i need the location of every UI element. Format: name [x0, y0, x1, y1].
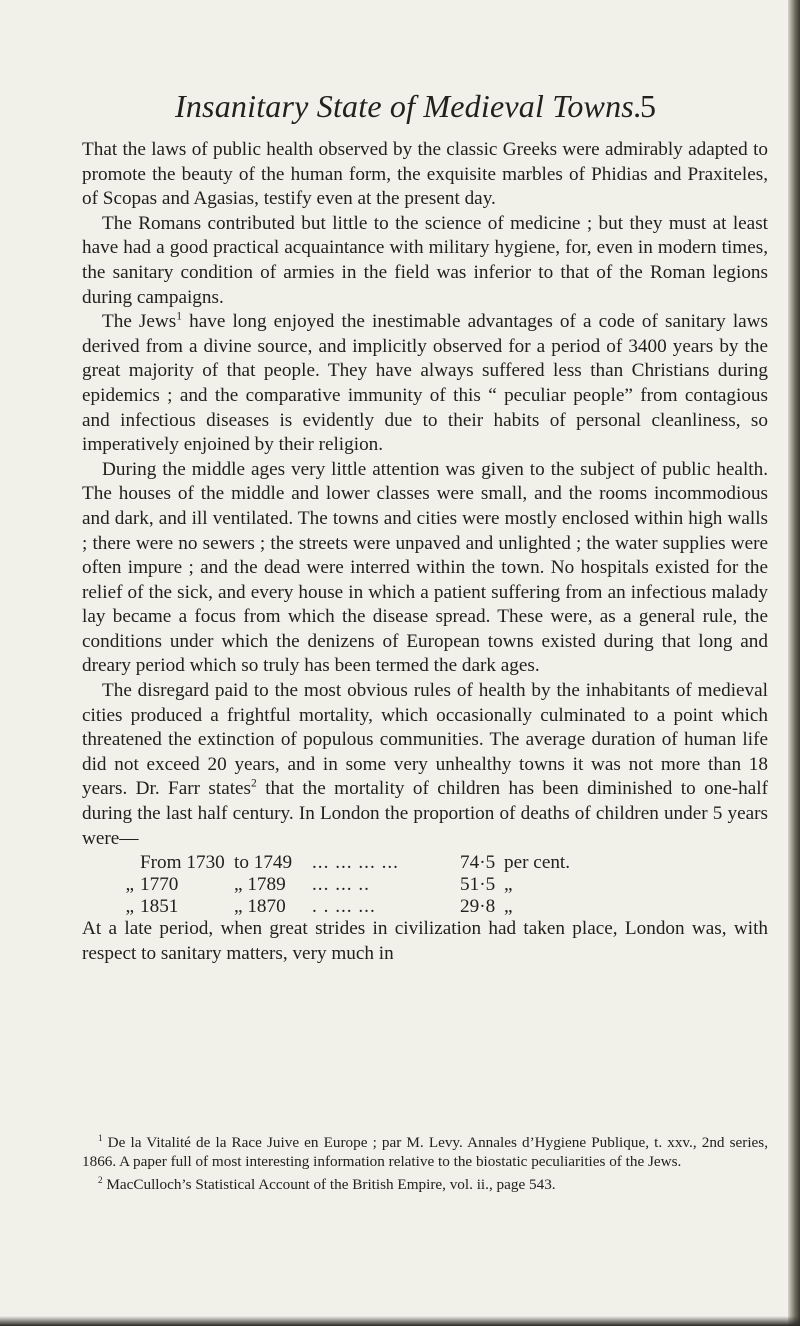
row-value: 51·5: [460, 874, 496, 896]
row-value: 29·8: [460, 896, 496, 918]
footnote-text: De la Vitalité de la Race Juive en Europe ; par M. Levy. Annales d’Hygiene Publique, t. xxv., 2nd series, 1866. A paper full of most interesting information relative to the biostatic peculiarities of the Jews.: [82, 1134, 768, 1171]
paragraph-mortality-text-cont: that the mortality of children has been diminished to one-half during the last half century. In London the proportion of deaths of children under 5 years were—: [82, 778, 769, 849]
footnotes: [82, 1133, 768, 1199]
row-leader: ... ... ... ...: [312, 852, 399, 874]
footnote-mark: 1: [98, 1132, 103, 1143]
page-edge-shadow: [788, 0, 800, 1326]
footnote-mark: 2: [98, 1175, 103, 1186]
row-to: „ 1789: [234, 874, 286, 896]
table-row: [82, 851, 768, 873]
paragraph-london: At a late period, when great strides in civilization had taken place, London was, with respect to sanitary matters, very much in: [82, 918, 768, 964]
page-number: 5: [640, 88, 656, 124]
page-header: [0, 88, 790, 128]
row-leader: ... ... ..: [312, 874, 370, 896]
row-from: 1851: [140, 896, 179, 918]
footnote-text: MacCulloch’s Statistical Account of the British Empire, vol. ii., page 543.: [106, 1176, 556, 1194]
page-bottom-shadow: [0, 1316, 800, 1326]
paragraph-romans: The Romans contributed but little to the science of medicine ; but they must at least have had a good practical acquaintance with military hygiene, for, even in modern times, the sanitary condition of armies in the field was inferior to that of the Roman legions during campaigns.: [82, 212, 768, 308]
row-prefix: „: [125, 896, 134, 918]
paragraph-greeks: That the laws of public health observed by the classic Greeks were admirably adapted to promote the beauty of the human form, the exquisite marbles of Phidias and Praxiteles, of Scopas and Agasias, testify even at the present day.: [82, 139, 768, 210]
footnote-ref-1: 1: [176, 310, 183, 323]
row-from: From 1730: [140, 852, 225, 874]
footnote-1: [82, 1133, 768, 1171]
row-unit: „: [504, 896, 513, 918]
paragraph-mortality: [82, 679, 768, 851]
row-unit: „: [504, 874, 513, 896]
running-title: Insanitary State of Medieval Towns.: [175, 88, 643, 124]
main-text: [82, 138, 768, 966]
row-to: to 1749: [234, 852, 293, 874]
row-value: 74·5: [460, 852, 496, 874]
paragraph-jews-text: have long enjoyed the inestimable advantages of a code of sanitary laws derived from a divine source, and implicitly observed for a period of 3400 years by the great majority of that people. They have always suffered less than Christians during epidemics ; and the comparative immunity of this “ peculiar people” from contagious and infectious diseases is evidently due to their habits of personal cleanliness, so imperatively enjoined by their religion.: [82, 311, 769, 456]
table-row: [82, 873, 768, 895]
paragraph-middle-ages: During the middle ages very little attention was given to the subject of public health. The houses of the middle and lower classes were small, and the rooms incommodious and dark, and ill ventilated. The towns and cities were mostly enclosed within high walls ; there were no sewers ; the streets were unpaved and unlighted ; the water supplies were often impure ; and the dead were interred within the town. No hospitals existed for the relief of the sick, and every house in which a patient suffering from an infectious malady lay became a focus from which the disease spread. These were, as a general rule, the conditions under which the denizens of European towns existed during that long and dreary period which so truly has been termed the dark ages.: [82, 458, 768, 677]
row-to: „ 1870: [234, 896, 286, 918]
footnote-ref-2: 2: [251, 778, 257, 791]
row-from: 1770: [140, 874, 179, 896]
paragraph-jews: [82, 310, 768, 458]
mortality-table: [82, 851, 768, 917]
table-row: [82, 895, 768, 917]
row-prefix: „: [125, 874, 134, 896]
row-leader: . . ... ...: [312, 896, 376, 918]
jews-word: The Jews: [102, 311, 177, 333]
row-unit: per cent.: [504, 852, 571, 874]
footnote-2: [82, 1175, 768, 1194]
paragraph-mortality-text: The disregard paid to the most obvious rules of health by the inhabitants of medieval cities produced a frightful mortality, which occasionally culminated to a point which threatened the extinction of populous communities. The average duration of human life did not exceed 20 years, and in some very unhealthy towns it was not more than 18 years. Dr. Farr states: [82, 680, 768, 800]
